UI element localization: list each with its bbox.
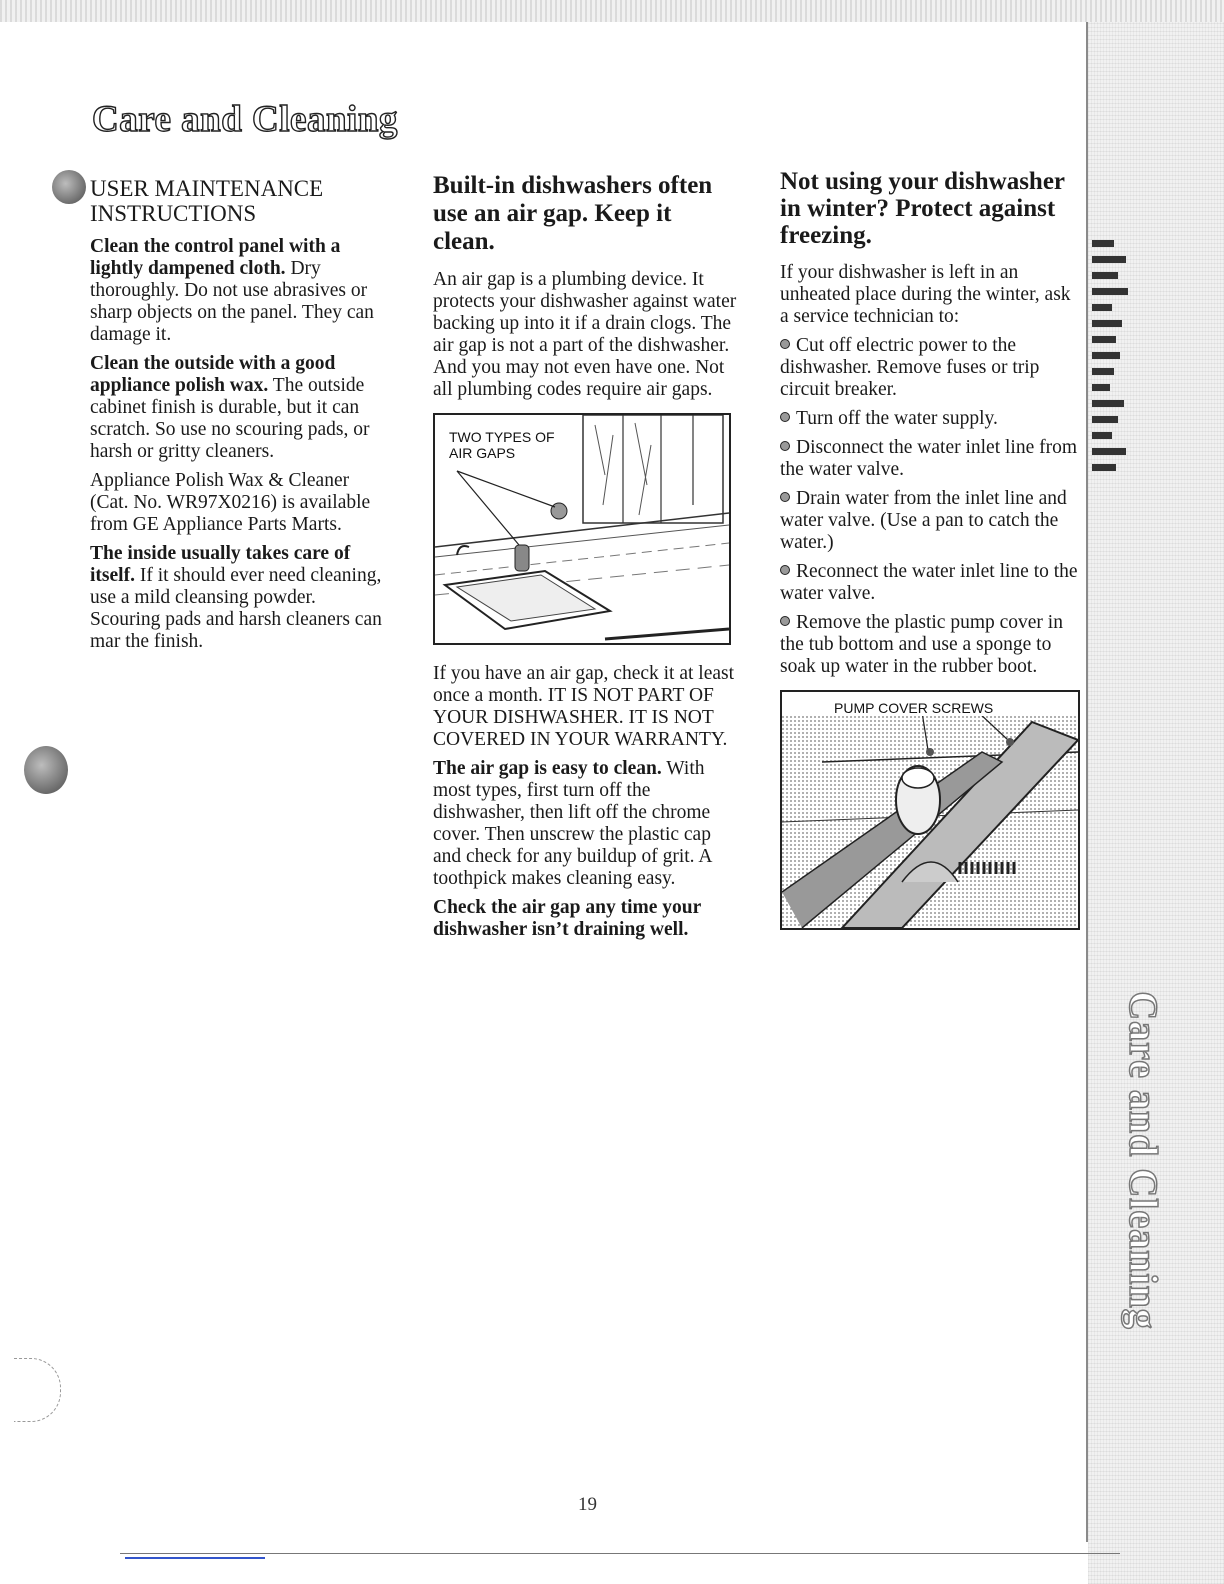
paragraph-outside: Clean the outside with a good appliance polish wax. The outside cabinet finish is durable, but it can scratch. So use no scouring pads, or harsh or gritty cleaners. xyxy=(90,353,370,462)
scan-top-edge xyxy=(0,0,1224,22)
column-air-gap xyxy=(433,172,738,948)
pump-cover-illustration xyxy=(780,690,1080,930)
section-heading: Not using your dishwasher in winter? Protect against freezing. xyxy=(780,168,1065,249)
bullet-icon xyxy=(780,616,790,626)
paragraph-polish-wax: Appliance Polish Wax & Cleaner (Cat. No. WR97X0216) is available from GE Appliance Parts Marts. xyxy=(90,470,371,535)
bullet-icon xyxy=(780,412,790,422)
bullet-icon xyxy=(780,565,790,575)
bullet-icon xyxy=(780,441,790,451)
side-tab xyxy=(1108,990,1178,1330)
page-title: Care and Cleaning xyxy=(92,99,398,140)
strip-marks xyxy=(1092,240,1132,480)
list-item: Reconnect the water inlet line to the water valve. xyxy=(780,561,1078,604)
list-item: Turn off the water supply. xyxy=(780,408,1080,430)
column-winter xyxy=(780,168,1080,930)
list-item: Cut off electric power to the dishwasher. Remove fuses or trip circuit breaker. xyxy=(780,335,1040,400)
binder-hole-outline-icon xyxy=(14,1358,61,1422)
binder-hole-icon xyxy=(24,746,68,794)
column-user-maintenance xyxy=(90,176,390,660)
figure-caption: PUMP COVER SCREWS xyxy=(834,700,994,716)
pump-illustration xyxy=(782,692,1078,928)
paragraph-closing: Check the air gap any time your dishwasher isn’t draining well. xyxy=(433,897,701,940)
bullet-icon xyxy=(780,339,790,349)
list-item: Remove the plastic pump cover in the tub bottom and use a sponge to soak up water in the rubber boot. xyxy=(780,612,1063,677)
side-tab-label: Care and Cleaning xyxy=(1120,990,1166,1330)
page-number: 19 xyxy=(578,1494,597,1515)
paragraph-easy-to-clean: The air gap is easy to clean. With most types, first turn off the dishwasher, then lift off the chrome cover. Then unscrew the plastic cap and check for any buildup of grit. A toothpick makes cleaning easy. xyxy=(433,758,712,889)
paragraph-check-monthly: If you have an air gap, check it at least once a month. IT IS NOT PART OF YOUR DISHWASHER. IT IS NOT COVERED IN YOUR WARRANTY. xyxy=(433,663,735,750)
figure-caption: TWO TYPES OF AIR GAPS xyxy=(447,429,571,461)
bottom-underline xyxy=(125,1557,265,1559)
air-gap-illustration xyxy=(433,413,731,645)
section-heading: Built-in dishwashers often use an air gap. Keep it clean. xyxy=(433,172,713,255)
list-item: Disconnect the water inlet line from the water valve. xyxy=(780,437,1078,480)
bullet-icon xyxy=(780,492,790,502)
page-edge-line xyxy=(1086,22,1088,1542)
list-item: Drain water from the inlet line and water valve. (Use a pan to catch the water.) xyxy=(780,488,1067,553)
paragraph-inside: The inside usually takes care of itself. If it should ever need cleaning, use a mild cleansing powder. Scouring pads and harsh cleaners can mar the finish. xyxy=(90,543,382,652)
paragraph-control-panel: Clean the control panel with a lightly dampened cloth. Dry thoroughly. Do not use abrasives or sharp objects on the panel. They can damage it. xyxy=(90,236,374,345)
section-heading: USER MAINTENANCE INSTRUCTIONS xyxy=(90,176,324,226)
paragraph-winter-intro: If your dishwasher is left in an unheated place during the winter, ask a service technician to: xyxy=(780,262,1071,327)
bottom-rule xyxy=(120,1553,1120,1554)
paragraph-air-gap-intro: An air gap is a plumbing device. It protects your dishwasher against water backing up into it if a drain clogs. The air gap is not a part of the dishwasher. And you may not even have one. Not all plumbing codes require air gaps. xyxy=(433,269,737,400)
section-dot-icon xyxy=(52,170,86,204)
